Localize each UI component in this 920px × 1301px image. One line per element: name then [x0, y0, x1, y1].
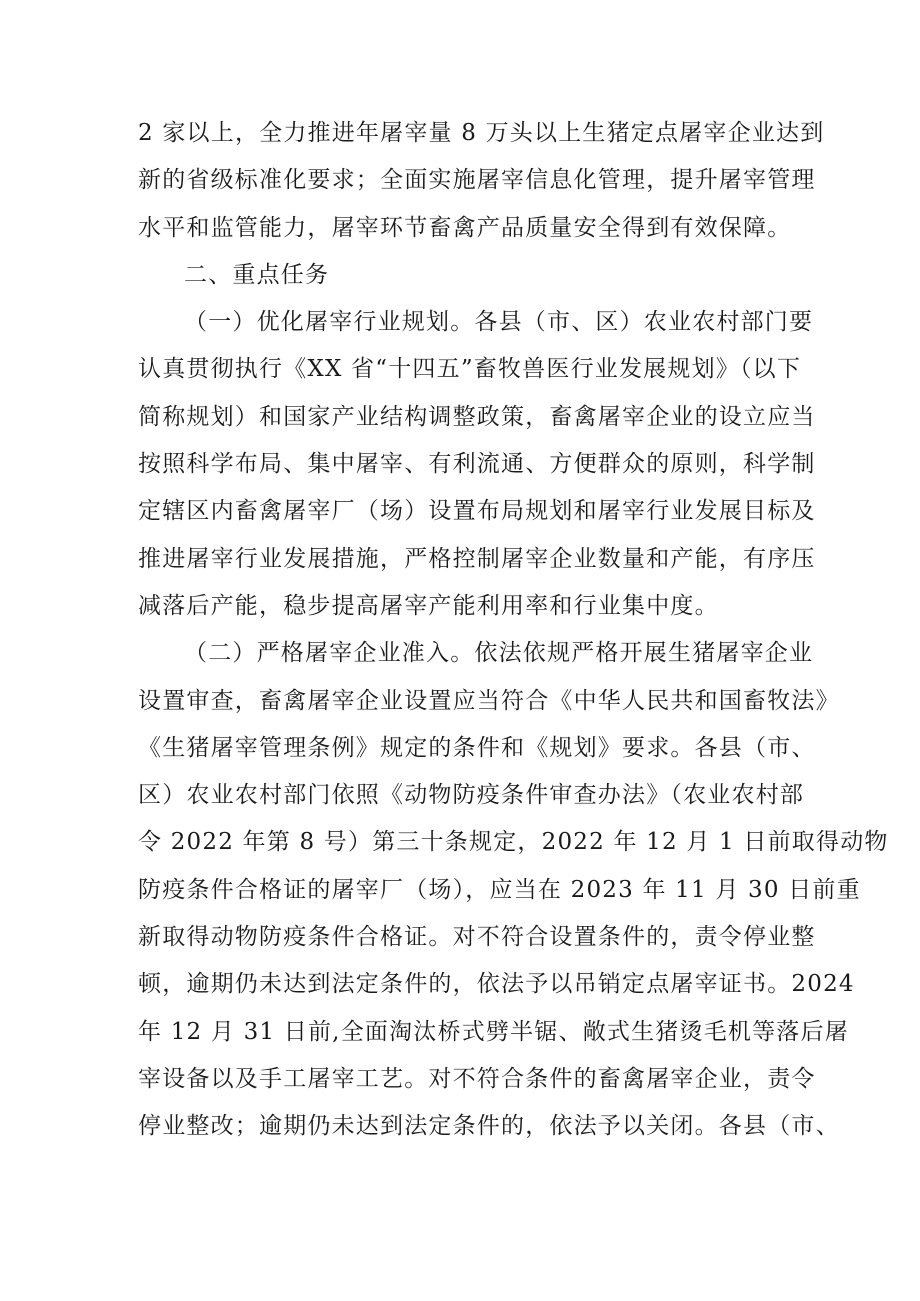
- section-heading: 二、重点任务: [184, 261, 330, 288]
- body-text-line: 定辖区内畜禽屠宰厂（场）设置布局规划和屠宰行业发展目标及: [138, 498, 816, 525]
- body-text-line: 令 2022 年第 8 号）第三十条规定，2022 年 12 月 1 日前取得动物: [138, 829, 889, 856]
- body-text-line: 认真贯彻执行《XX 省“十四五”畜牧兽医行业发展规划》（以下: [138, 356, 802, 383]
- body-text-line: 减落后产能，稳步提高屠宰产能利用率和行业集中度。: [138, 592, 719, 619]
- body-text-line: 年 12 月 31 日前,全面淘汰桥式劈半锯、敞式生猪烫毛机等落后屠: [138, 1018, 849, 1045]
- body-text-line: 顿，逾期仍未达到法定条件的，依法予以吊销定点屠宰证书。2024: [138, 971, 855, 998]
- body-text-line: 新取得动物防疫条件合格证。对不符合设置条件的，责令停业整: [138, 924, 816, 951]
- body-text-line: 按照科学布局、集中屠宰、有利流通、方便群众的原则，科学制: [138, 451, 816, 478]
- body-text-line: 新的省级标准化要求；全面实施屠宰信息化管理，提升屠宰管理: [138, 167, 816, 194]
- paragraph-first-line: （一）优化屠宰行业规划。各县（市、区）农业农村部门要: [184, 309, 814, 336]
- body-text-line: 停业整改；逾期仍未达到法定条件的，依法予以关闭。各县（市、: [138, 1113, 840, 1140]
- body-text-line: 简称规划）和国家产业结构调整政策，畜禽屠宰企业的设立应当: [138, 403, 816, 430]
- body-text-line: 2 家以上，全力推进年屠宰量 8 万头以上生猪定点屠宰企业达到: [138, 120, 825, 146]
- body-text-line: 《生猪屠宰管理条例》规定的条件和《规划》要求。各县（市、: [138, 734, 816, 761]
- body-text-line: 设置审查，畜禽屠宰企业设置应当符合《中华人民共和国畜牧法》: [138, 687, 840, 714]
- body-text-line: 区）农业农村部门依照《动物防疫条件审查办法》（农业农村部: [138, 782, 805, 809]
- body-text-line: 水平和监管能力，屠宰环节畜禽产品质量安全得到有效保障。: [138, 214, 792, 241]
- document-body: [138, 110, 889, 1151]
- paragraph-first-line: （二）严格屠宰企业准入。依法依规严格开展生猪屠宰企业: [184, 640, 814, 667]
- body-text-line: 防疫条件合格证的屠宰厂（场），应当在 2023 年 11 月 30 日前重: [138, 876, 861, 903]
- body-text-line: 宰设备以及手工屠宰工艺。对不符合条件的畜禽屠宰企业，责令: [138, 1065, 816, 1092]
- body-text-line: 推进屠宰行业发展措施，严格控制屠宰企业数量和产能，有序压: [138, 545, 816, 572]
